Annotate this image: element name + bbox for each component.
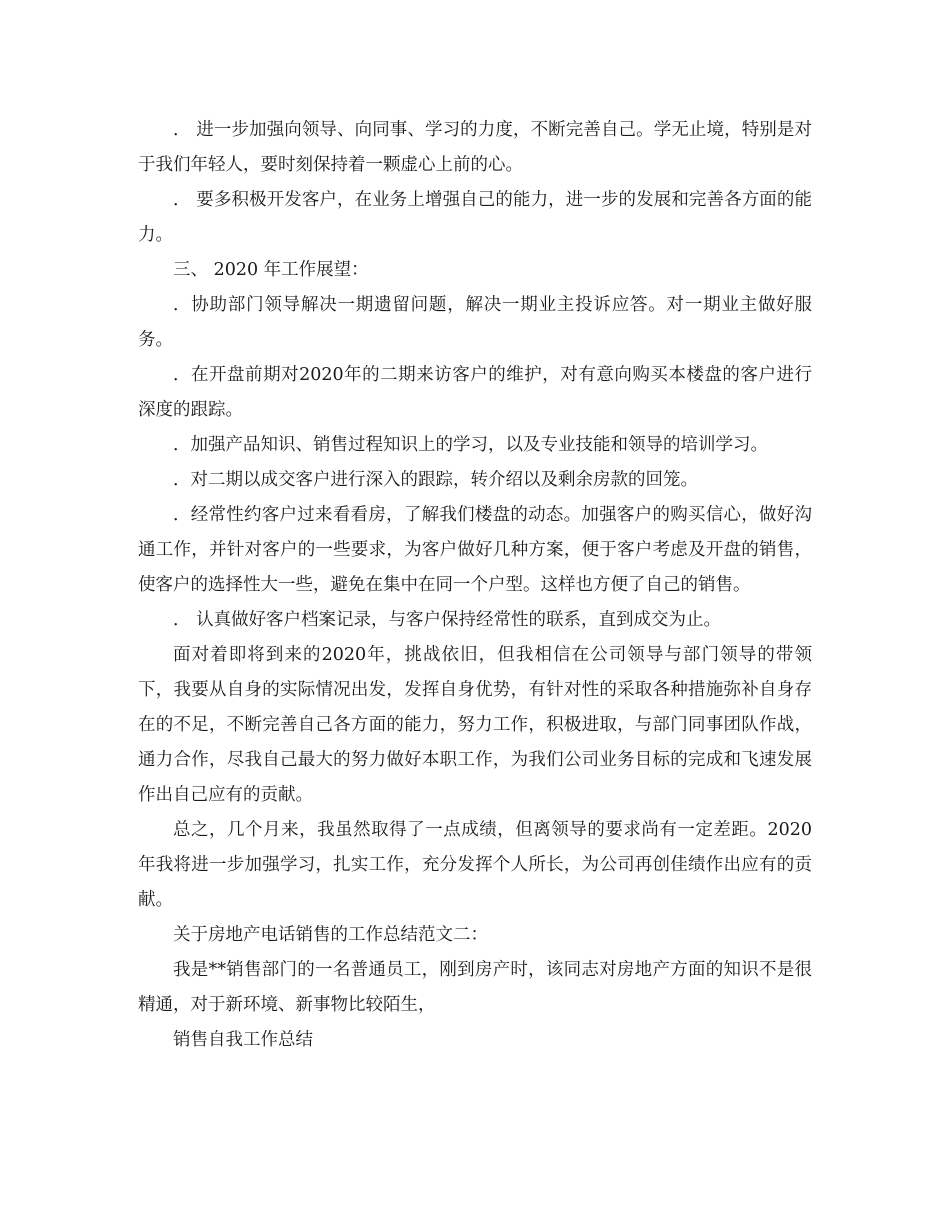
- paragraph-develop-clients: ． 要多积极开发客户，在业务上增强自己的能力，进一步的发展和完善各方面的能力。: [138, 190, 812, 245]
- paragraph-phase-two-visitors: ．在开盘前期对2020年的二期来访客户的维护，对有意向购买本楼盘的客户进行深度的跟踪。: [138, 365, 812, 420]
- paragraph-client-records: ． 认真做好客户档案记录，与客户保持经常性的联系，直到成交为止。: [173, 610, 722, 630]
- paragraph-client-visits: ．经常性约客户过来看看房，了解我们楼盘的动态。加强客户的购买信心，做好沟通工作，并针对客户的一些要求，为客户做好几种方案，便于客户考虑及开盘的销售，使客户的选择性大一些，避免在集中在同一个户型。这样也方便了自己的销售。: [138, 505, 812, 595]
- paragraph-follow-up-clients: ．对二期以成交客户进行深入的跟踪，转介绍以及剩余房款的回笼。: [173, 470, 698, 490]
- heading-self-summary: 销售自我工作总结: [173, 1030, 313, 1050]
- paragraph-improve-learning: ． 进一步加强向领导、向同事、学习的力度，不断完善自己。学无止境，特别是对于我们年轻人，要时刻保持着一颗虚心上前的心。: [138, 120, 812, 175]
- paragraph-product-knowledge: ．加强产品知识、销售过程知识上的学习，以及专业技能和领导的培训学习。: [173, 435, 768, 455]
- heading-sample-two: 关于房地产电话销售的工作总结范文二：: [173, 925, 488, 945]
- section-heading-outlook: 三、 2020 年工作展望：: [173, 260, 369, 280]
- paragraph-summary: 总之，几个月来，我虽然取得了一点成绩，但离领导的要求尚有一定差距。2020年我将进一步加强学习，扎实工作，充分发挥个人所长，为公司再创佳绩作出应有的贡献。: [138, 820, 812, 910]
- paragraph-phase-one-issues: ．协助部门领导解决一期遗留问题，解决一期业主投诉应答。对一期业主做好服务。: [138, 295, 812, 350]
- paragraph-facing-2020: 面对着即将到来的2020年，挑战依旧，但我相信在公司领导与部门领导的带领下，我要从自身的实际情况出发，发挥自身优势，有针对性的采取各种措施弥补自身存在的不足，不断完善自己各方面的能力，努力工作，积极进取，与部门同事团队作战，通力合作，尽我自己最大的努力做好本职工作，为我们公司业务目标的完成和飞速发展作出自己应有的贡献。: [138, 645, 812, 805]
- paragraph-introduction: 我是**销售部门的一名普通员工，刚到房产时，该同志对房地产方面的知识不是很精通，对于新环境、新事物比较陌生，: [138, 960, 812, 1015]
